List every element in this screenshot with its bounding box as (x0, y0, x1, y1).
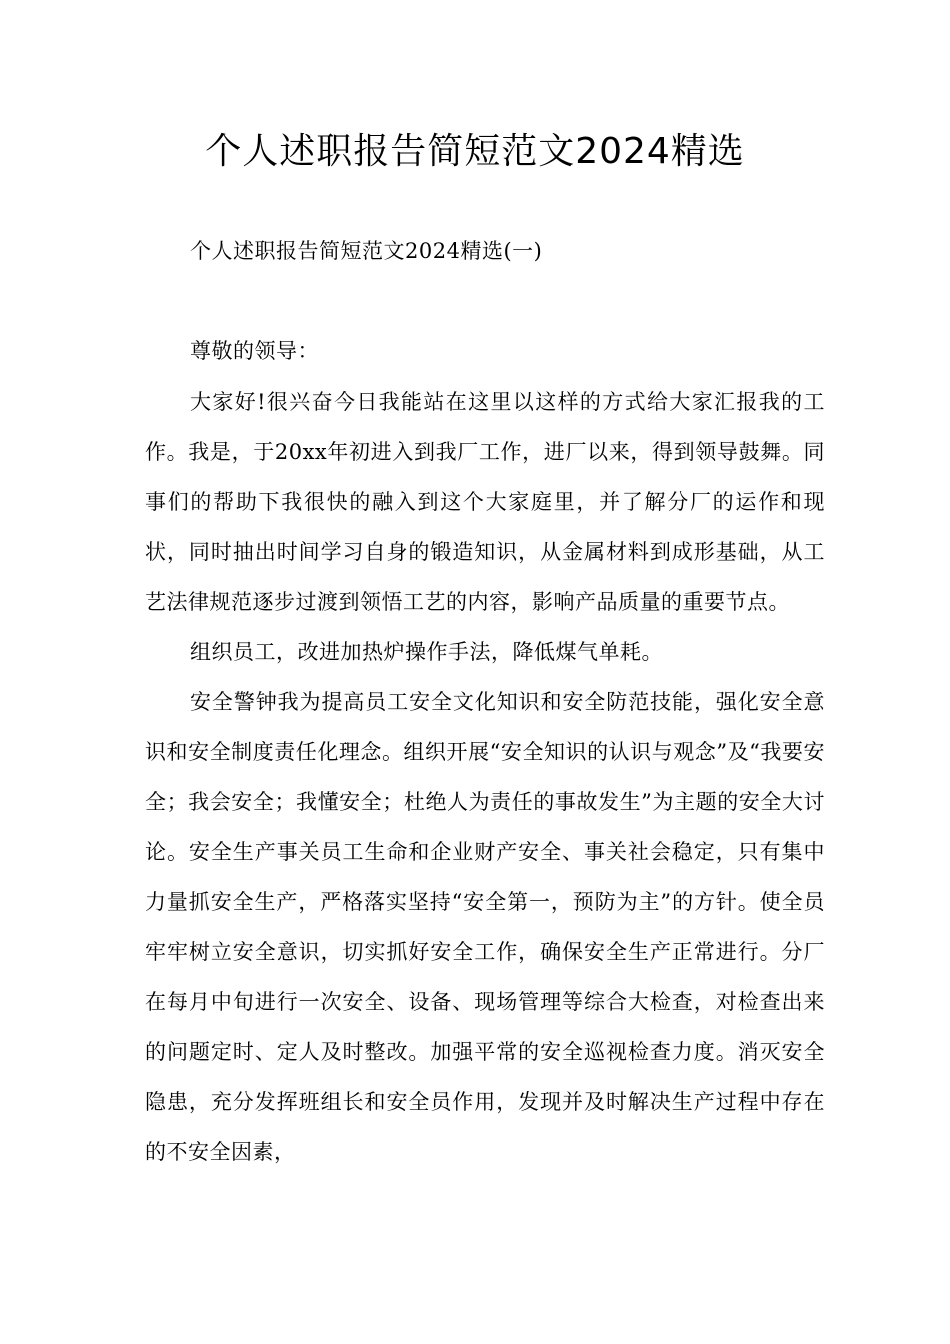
paragraph-1: 大家好!很兴奋今日我能站在这里以这样的方式给大家汇报我的工作。我是，于20xx年初进入到我厂工作，进厂以来，得到领导鼓舞。同事们的帮助下我很快的融入到这个大家庭里，并了解分厂的运作和现状，同时抽出时间学习自身的锻造知识，从金属材料到成形基础，从工艺法律规范逐步过渡到领悟工艺的内容，影响产品质量的重要节点。 (145, 390, 825, 614)
document-title: 个人述职报告简短范文2024精选 (205, 131, 745, 172)
salutation-text: 尊敬的领导： (190, 339, 319, 363)
body-paragraphs (145, 377, 825, 1177)
paragraph-3: 安全警钟我为提高员工安全文化知识和安全防范技能，强化安全意识和安全制度责任化理念。组织开展“安全知识的认识与观念”及“我要安全；我会安全；我懂安全；杜绝人为责任的事故发生”为主题的安全大讨论。安全生产事关员工生命和企业财产安全、事关社会稳定，只有集中力量抓安全生产，严格落实坚持“安全第一，预防为主”的方针。使全员牢牢树立安全意识，切实抓好安全工作，确保安全生产正常进行。分厂在每月中旬进行一次安全、设备、现场管理等综合大检查，对检查出来的问题定时、定人及时整改。加强平常的安全巡视检查力度。消灭安全隐患，充分发挥班组长和安全员作用，发现并及时解决生产过程中存在的不安全因素， (145, 690, 825, 1164)
paragraph-2: 组织员工，改进加热炉操作手法，降低煤气单耗。 (190, 640, 663, 664)
subtitle-text: 个人述职报告简短范文2024精选(一) (190, 239, 543, 263)
document-subtitle (145, 226, 825, 276)
salutation (145, 326, 825, 376)
